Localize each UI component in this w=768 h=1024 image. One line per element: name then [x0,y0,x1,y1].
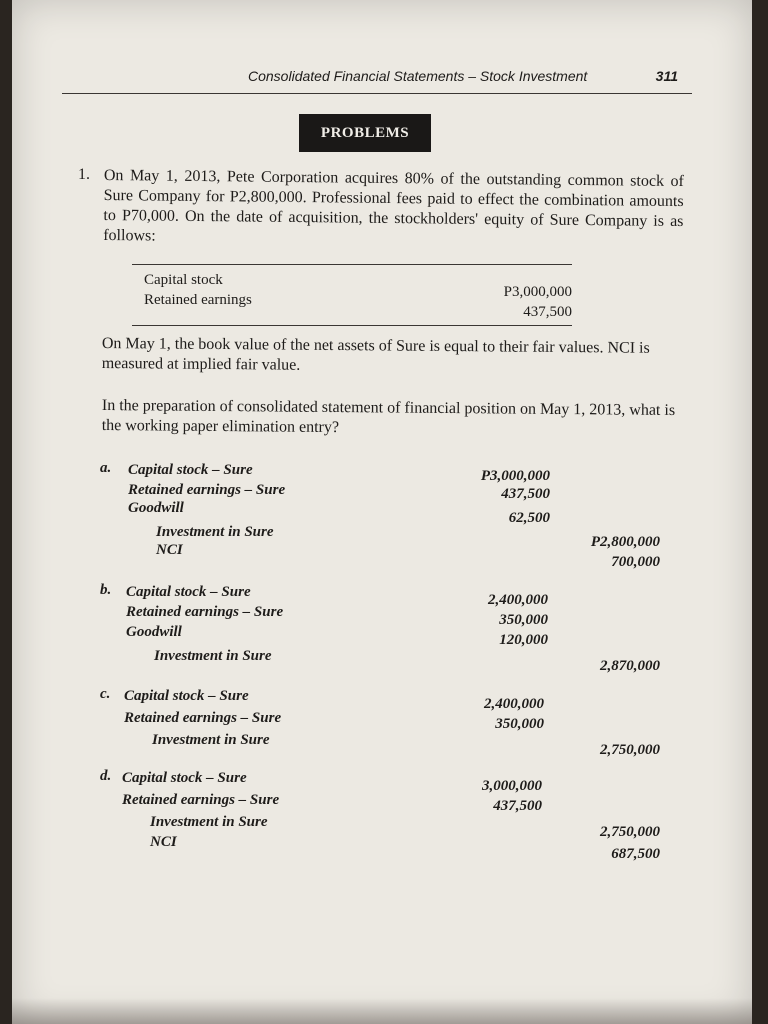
entry-credit: 2,870,000 [600,658,660,674]
entry-account: Capital stock – Sure [128,462,253,478]
option-letter: d. [100,768,112,784]
option-letter: a. [100,460,112,476]
entry-line [156,540,668,570]
page-number: 311 [655,68,678,84]
entry-account: NCI [150,834,177,850]
entry-account: Capital stock – Sure [126,584,251,600]
question-text: On May 1, 2013, Pete Corporation acquires 80% of the outstanding common stock of Sure Company for P2,800,000. Professional fees paid to effect the combination amounts to P70,000. On the date of acquisition, the stockholders' equity of Sure Company is as follows: [103,166,684,245]
header-rule [62,93,692,94]
entry-line [124,686,664,712]
entry-credit: P2,800,000 [590,534,660,550]
entry-line [124,708,664,732]
entry-debit: 350,000 [495,716,544,732]
option-b[interactable] [100,582,670,682]
option-letter: b. [100,582,112,598]
option-letter: c. [100,686,111,702]
header-title: Consolidated Financial Statements – Stock Investment [248,68,588,84]
question-number: 1. [78,166,90,183]
entry-line [126,622,666,648]
section-title: PROBLEMS [320,124,410,141]
equity-value-retained-earnings: 437,500 [523,304,572,320]
option-a[interactable] [100,460,670,570]
entry-account: NCI [156,542,183,558]
entry-line [150,812,662,840]
entry-account: Retained earnings – Sure [122,792,280,808]
entry-debit: 2,400,000 [488,592,548,608]
entry-account: Investment in Sure [156,524,274,540]
entry-line [126,602,666,628]
entry-account: Capital stock – Sure [122,770,247,786]
entry-account: Retained earnings – Sure [126,604,284,620]
option-c[interactable] [100,686,670,766]
entry-account: Retained earnings – Sure [128,482,286,498]
entry-line [128,480,668,500]
equity-table [132,264,572,326]
running-header [62,62,692,98]
table-top-rule [132,264,572,265]
paragraph-fair-value: On May 1, the book value of the net assets of Sure is equal to their fair values. NCI is measured at implied fair value. [101,334,650,374]
entry-account: Investment in Sure [150,814,268,830]
entry-debit: 350,000 [499,612,548,628]
entry-line [126,582,666,608]
entry-line [152,730,664,758]
entry-debit: 2,400,000 [484,696,544,712]
equity-value-capital-stock: P3,000,000 [503,284,572,300]
option-d[interactable] [100,768,670,868]
entry-account: Capital stock – Sure [124,688,249,704]
entry-line [122,790,662,814]
entry-account: Investment in Sure [154,648,272,664]
entry-account: Goodwill [126,624,182,640]
entry-line [128,460,668,484]
table-bottom-rule [132,325,572,326]
entry-debit: 120,000 [499,632,548,648]
book-page [12,0,752,1024]
equity-label-retained-earnings: Retained earnings [144,292,252,308]
entry-line [122,768,662,794]
entry-credit: 2,750,000 [600,742,660,758]
entry-credit: 700,000 [611,554,660,570]
equity-label-capital-stock: Capital stock [144,272,223,288]
entry-account: Investment in Sure [152,732,270,748]
entry-debit: 437,500 [501,486,550,502]
entry-debit: 437,500 [493,798,542,814]
entry-line [154,646,666,674]
entry-line [150,832,662,862]
entry-debit: 3,000,000 [482,778,542,794]
page-bottom-shadow [12,998,752,1024]
paragraph-question: In the preparation of consolidated statement of financial position on May 1, 2013, what is the working paper elimination entry? [101,396,676,437]
entry-account: Retained earnings – Sure [124,710,282,726]
section-title-badge [299,114,431,152]
entry-credit: 2,750,000 [600,824,660,840]
entry-credit: 687,500 [611,846,660,862]
entry-debit: P3,000,000 [480,468,550,484]
entry-debit: 62,500 [508,510,550,526]
entry-account: Goodwill [128,500,184,516]
entry-line [128,498,668,526]
